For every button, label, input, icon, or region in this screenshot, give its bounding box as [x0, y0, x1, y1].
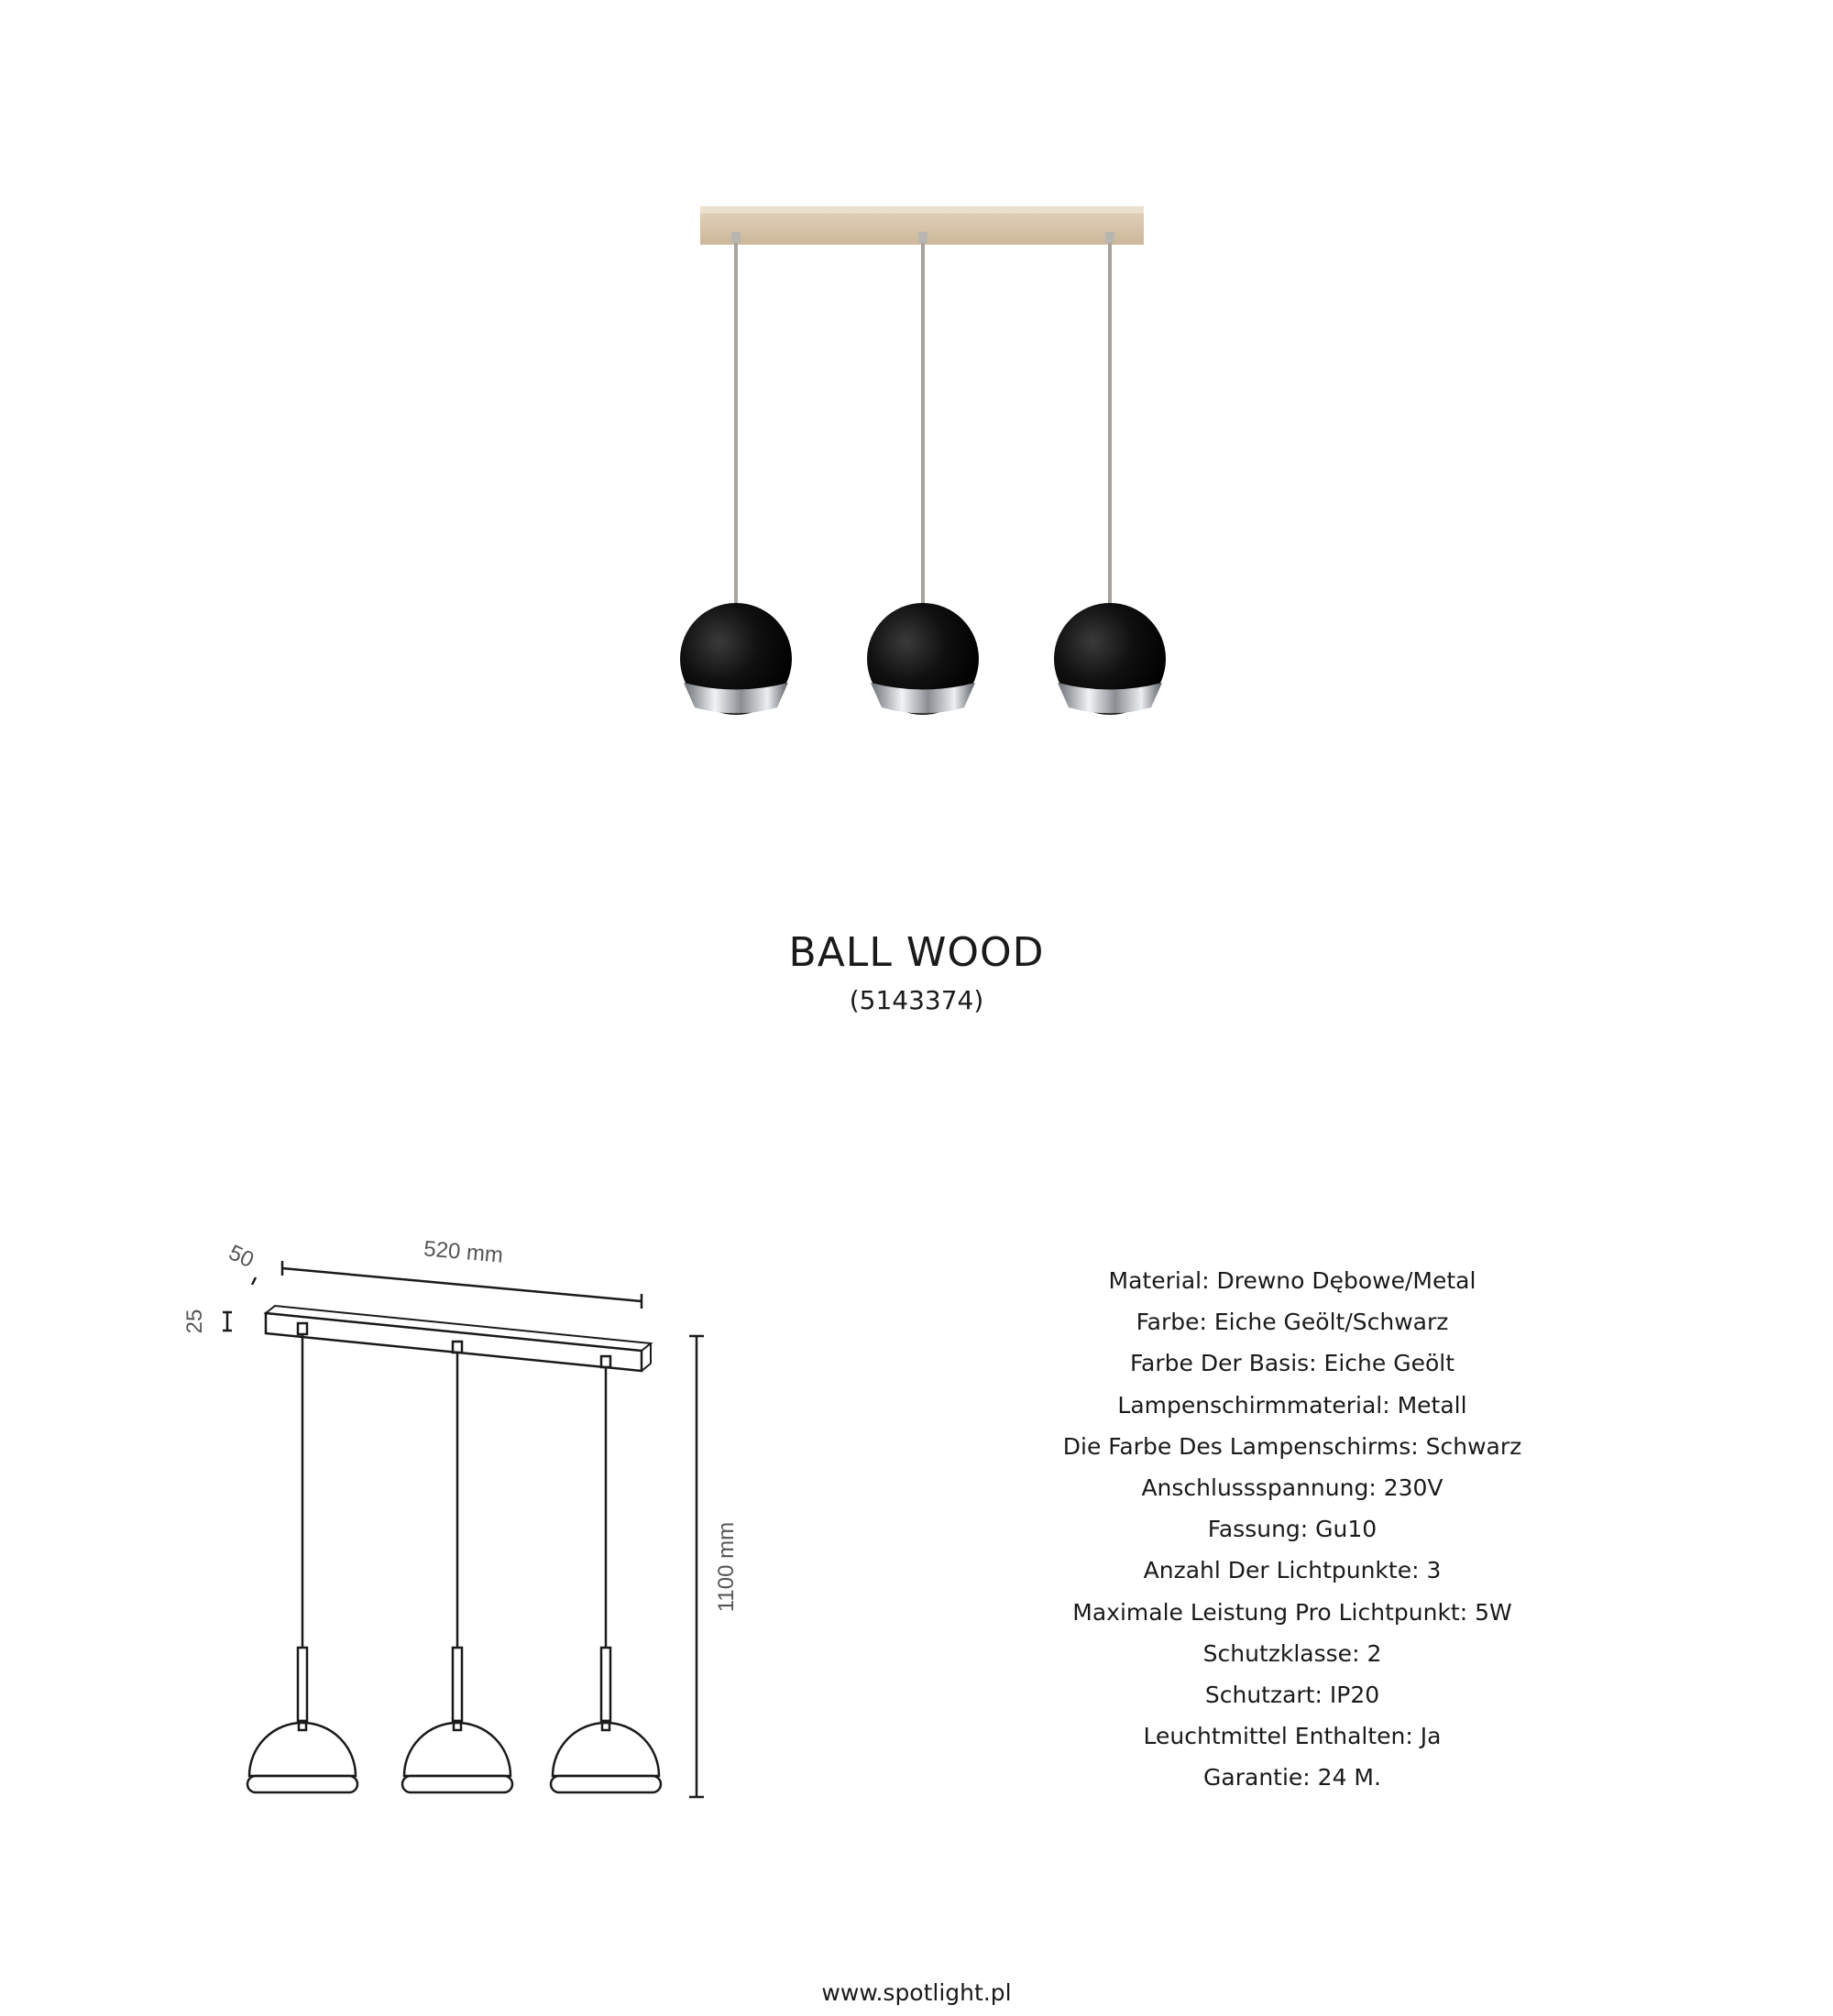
height-label: 1100 mm	[714, 1521, 739, 1613]
spec-item: Farbe: Eiche Geölt/Schwarz	[1136, 1309, 1449, 1336]
dimension-drawing	[174, 1210, 742, 1814]
spec-item: Anzahl Der Lichtpunkte: 3	[1143, 1557, 1442, 1584]
spec-item: Garantie: 24 M.	[1203, 1764, 1381, 1791]
product-code: (5143374)	[849, 985, 984, 1015]
product-name: BALL WOOD	[788, 929, 1045, 976]
spec-item: Schutzklasse: 2	[1202, 1639, 1382, 1667]
thickness-label: 25	[182, 1309, 207, 1334]
spec-item: Maximale Leistung Pro Lichtpunkt: 5W	[1072, 1598, 1512, 1626]
website-link[interactable]: www.spotlight.pl	[821, 1979, 1012, 2006]
spec-item: Lampenschirmmaterial: Metall	[1117, 1391, 1467, 1419]
spec-item: Leuchtmittel Enthalten: Ja	[1143, 1723, 1442, 1750]
pendant-1	[680, 232, 792, 715]
spec-item: Anschlussspannung: 230V	[1141, 1474, 1443, 1502]
depth-label: 50	[225, 1240, 258, 1274]
product-photo	[0, 0, 1833, 825]
spec-list	[1026, 1260, 1558, 1799]
spec-item: Material: Drewno Dębowe/Metal	[1108, 1267, 1476, 1294]
title-block	[0, 926, 1833, 1019]
spec-item: Farbe Der Basis: Eiche Geölt	[1129, 1350, 1455, 1377]
width-label: 520 mm	[423, 1236, 505, 1268]
spec-item: Schutzart: IP20	[1204, 1682, 1380, 1709]
pendant-2	[867, 232, 979, 715]
spec-item: Fassung: Gu10	[1207, 1516, 1377, 1543]
spec-item: Die Farbe Des Lampenschirms: Schwarz	[1062, 1432, 1522, 1460]
pendant-3	[1054, 232, 1166, 715]
